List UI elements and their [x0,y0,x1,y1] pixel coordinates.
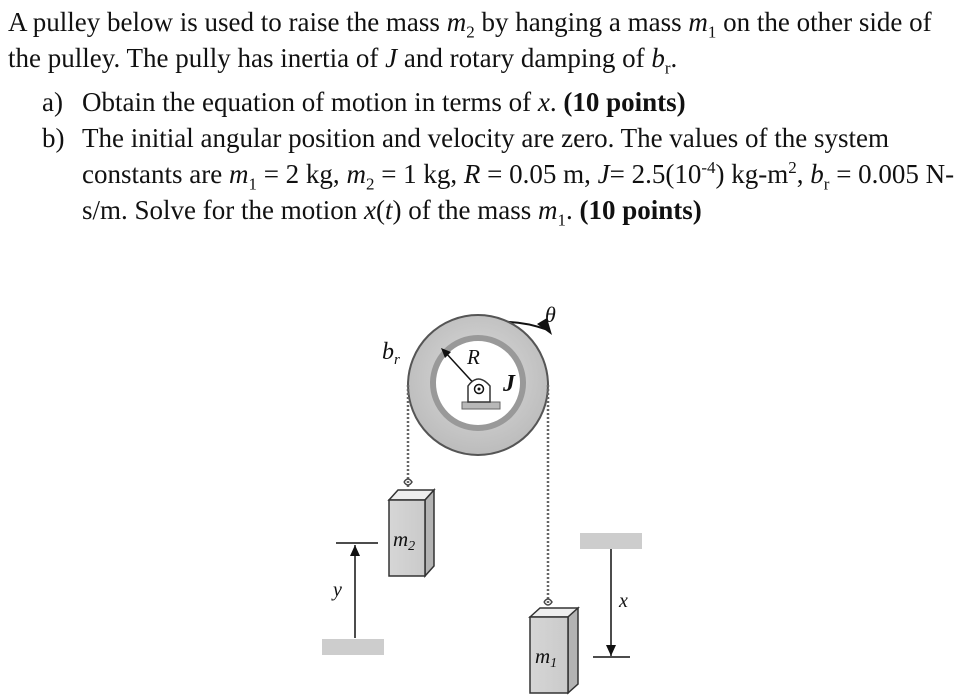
part-b-m2-symbol: m [346,159,366,189]
part-b-text-2: = 2 kg, [256,159,347,189]
part-b-text-5: = 2.5(10 [609,159,702,189]
part-b-text-3: = 1 kg, [374,159,464,189]
part-b-text-7: , [796,159,811,189]
part-a-marker: a) [42,87,63,117]
part-b-text-1: The initial angular position and velocity are zero. The values of the system constants are [82,123,890,189]
intro-text-1: A pulley below is used to raise the mass [8,7,447,37]
part-b-b-symbol: b [810,159,824,189]
part-b-text-10: ) of the mass [392,195,538,225]
axle-center [478,388,481,391]
intro-text-3: on the other side of the pulley. The pully has inertia of [8,7,932,73]
part-b-r-symbol: R [463,159,481,189]
part-b-x-symbol: x [363,195,376,225]
part-b-m2-subscript: 2 [365,174,375,194]
part-b-text-4: = 0.05 m, [480,159,598,189]
left-ground [322,639,384,655]
part-b-m1-symbol: m [228,159,249,189]
mass-m1-side [568,608,578,693]
intro-text-4: and rotary damping of [397,43,652,73]
intro-m1-symbol: m [688,7,708,37]
x-label: x [619,590,628,612]
intro-b-symbol: b [651,43,665,73]
part-a-text-1: Obtain the equation of motion in terms of [82,87,538,117]
part-b-m1-subscript: 1 [248,174,257,194]
intro-m2-symbol: m [446,7,467,37]
part-b-text-8: = 0.005 N-s/m. Solve for the motion [82,159,955,225]
mass-m2-label: m2 [393,527,416,554]
intro-m2-subscript: 2 [466,22,475,42]
part-b-m1-subscript-2: 1 [557,210,566,230]
intro-text-2: by hanging a mass [474,7,689,37]
intro-j-symbol: J [385,43,398,73]
part-b-t-symbol: t [384,195,393,225]
part-b-exponent: -4 [701,158,716,177]
inertia-label: J [503,371,515,397]
part-b-square: 2 [788,158,797,177]
mass-m1-label: m1 [535,644,558,671]
intro-text-5: . [670,43,678,73]
theta-label: θ [545,302,556,327]
part-b-marker: b) [42,123,65,153]
y-label: y [333,579,342,601]
part-b-points: (10 points) [579,195,702,225]
part-b-text-9: ( [375,195,385,225]
right-ceiling [580,533,642,549]
intro-m1-subscript: 1 [707,22,717,42]
part-b-m1-symbol-2: m [537,195,558,225]
y-arrowhead [350,545,360,556]
part-b-text-11: . [565,195,580,225]
radius-label: R [467,345,480,369]
part-b-b-subscript: r [823,174,830,194]
part-a-x-symbol: x [537,87,550,117]
part-a-points: (10 points) [563,87,686,117]
part-b-j-symbol: J [597,159,610,189]
part-a-text-2: . [549,87,564,117]
part-b-text-6: ) kg-m [715,159,789,189]
mass-m2-side [425,490,434,576]
x-arrowhead [606,645,616,656]
damping-label: $b_r$ [382,339,400,368]
bearing-base [462,402,500,409]
intro-b-subscript: r [664,58,671,78]
